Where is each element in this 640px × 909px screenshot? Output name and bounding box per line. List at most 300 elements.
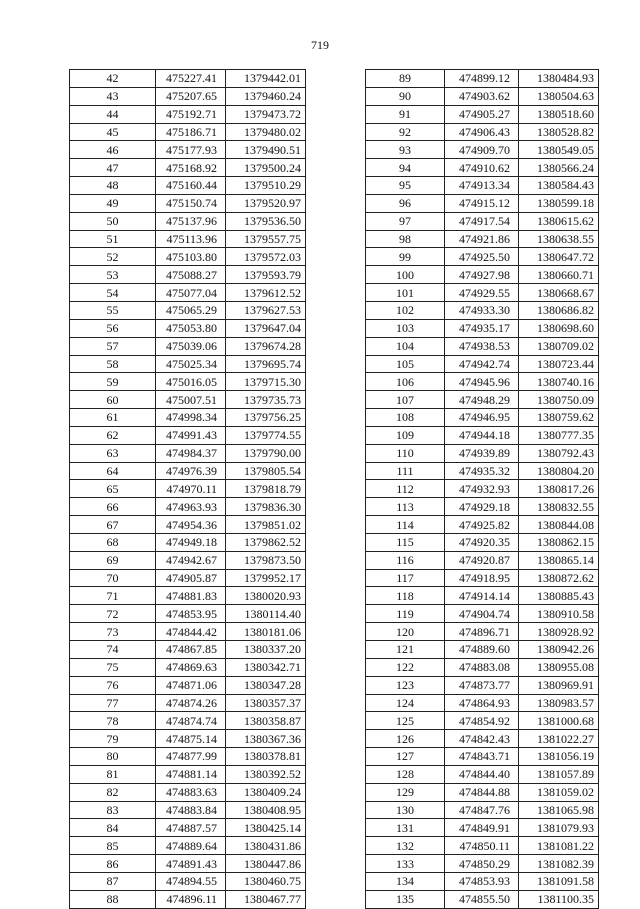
y-coordinate-cell: 1379460.24 <box>226 87 306 105</box>
y-coordinate-cell: 1379818.79 <box>226 480 306 498</box>
point-number-cell: 72 <box>70 605 156 623</box>
table-row <box>366 730 599 748</box>
y-coordinate-cell: 1379480.02 <box>226 123 306 141</box>
table-row <box>366 319 599 337</box>
x-coordinate-cell: 474929.55 <box>445 284 519 302</box>
table-row <box>70 801 306 819</box>
x-coordinate-cell: 474883.08 <box>445 658 519 676</box>
table-row <box>70 177 306 195</box>
table-row <box>366 212 599 230</box>
point-number-cell: 102 <box>366 301 445 319</box>
y-coordinate-cell: 1380408.95 <box>226 801 306 819</box>
table-row <box>366 533 599 551</box>
point-number-cell: 105 <box>366 355 445 373</box>
y-coordinate-cell: 1379862.52 <box>226 533 306 551</box>
point-number-cell: 50 <box>70 212 156 230</box>
y-coordinate-cell: 1379442.01 <box>226 70 306 88</box>
y-coordinate-cell: 1379756.25 <box>226 409 306 427</box>
table-row <box>366 748 599 766</box>
point-number-cell: 89 <box>366 70 445 88</box>
y-coordinate-cell: 1380504.63 <box>519 87 599 105</box>
x-coordinate-cell: 475025.34 <box>156 355 226 373</box>
y-coordinate-cell: 1380910.58 <box>519 605 599 623</box>
y-coordinate-cell: 1381000.68 <box>519 712 599 730</box>
y-coordinate-cell: 1380759.62 <box>519 409 599 427</box>
table-row <box>70 230 306 248</box>
table-row <box>366 355 599 373</box>
table-row <box>70 426 306 444</box>
point-number-cell: 106 <box>366 373 445 391</box>
table-row <box>366 658 599 676</box>
x-coordinate-cell: 475192.71 <box>156 105 226 123</box>
table-row <box>366 623 599 641</box>
point-number-cell: 87 <box>70 872 156 890</box>
y-coordinate-cell: 1379836.30 <box>226 498 306 516</box>
x-coordinate-cell: 474873.77 <box>445 676 519 694</box>
x-coordinate-cell: 474929.18 <box>445 498 519 516</box>
x-coordinate-cell: 474954.36 <box>156 516 226 534</box>
point-number-cell: 57 <box>70 337 156 355</box>
point-number-cell: 54 <box>70 284 156 302</box>
point-number-cell: 123 <box>366 676 445 694</box>
y-coordinate-cell: 1381065.98 <box>519 801 599 819</box>
page-number: 719 <box>311 38 329 52</box>
x-coordinate-cell: 474850.29 <box>445 855 519 873</box>
point-number-cell: 133 <box>366 855 445 873</box>
point-number-cell: 58 <box>70 355 156 373</box>
y-coordinate-cell: 1379510.29 <box>226 177 306 195</box>
x-coordinate-cell: 474942.74 <box>445 355 519 373</box>
y-coordinate-cell: 1379572.03 <box>226 248 306 266</box>
x-coordinate-cell: 475103.80 <box>156 248 226 266</box>
x-coordinate-cell: 474842.43 <box>445 730 519 748</box>
point-number-cell: 122 <box>366 658 445 676</box>
y-coordinate-cell: 1380723.44 <box>519 355 599 373</box>
x-coordinate-cell: 474927.98 <box>445 266 519 284</box>
point-number-cell: 96 <box>366 194 445 212</box>
table-row <box>70 837 306 855</box>
table-row <box>366 872 599 890</box>
point-number-cell: 99 <box>366 248 445 266</box>
x-coordinate-cell: 475065.29 <box>156 301 226 319</box>
y-coordinate-cell: 1379627.53 <box>226 301 306 319</box>
table-row <box>366 266 599 284</box>
point-number-cell: 116 <box>366 551 445 569</box>
table-row <box>70 337 306 355</box>
x-coordinate-cell: 474991.43 <box>156 426 226 444</box>
x-coordinate-cell: 474903.62 <box>445 87 519 105</box>
y-coordinate-cell: 1380740.16 <box>519 373 599 391</box>
point-number-cell: 80 <box>70 748 156 766</box>
point-number-cell: 114 <box>366 516 445 534</box>
x-coordinate-cell: 474883.84 <box>156 801 226 819</box>
y-coordinate-cell: 1380347.28 <box>226 676 306 694</box>
y-coordinate-cell: 1380599.18 <box>519 194 599 212</box>
table-row <box>70 194 306 212</box>
x-coordinate-cell: 474984.37 <box>156 444 226 462</box>
point-number-cell: 134 <box>366 872 445 890</box>
x-coordinate-cell: 474867.85 <box>156 641 226 659</box>
x-coordinate-cell: 474933.30 <box>445 301 519 319</box>
table-row <box>366 837 599 855</box>
point-number-cell: 64 <box>70 462 156 480</box>
y-coordinate-cell: 1380367.36 <box>226 730 306 748</box>
coordinates-table-right <box>365 69 599 909</box>
x-coordinate-cell: 474939.89 <box>445 444 519 462</box>
table-row <box>70 212 306 230</box>
y-coordinate-cell: 1381081.22 <box>519 837 599 855</box>
x-coordinate-cell: 474949.18 <box>156 533 226 551</box>
table-row <box>366 426 599 444</box>
table-row <box>70 284 306 302</box>
x-coordinate-cell: 474889.60 <box>445 641 519 659</box>
y-coordinate-cell: 1379593.79 <box>226 266 306 284</box>
x-coordinate-cell: 474944.18 <box>445 426 519 444</box>
x-coordinate-cell: 474915.12 <box>445 194 519 212</box>
y-coordinate-cell: 1379774.55 <box>226 426 306 444</box>
x-coordinate-cell: 474883.63 <box>156 783 226 801</box>
y-coordinate-cell: 1379520.97 <box>226 194 306 212</box>
y-coordinate-cell: 1380460.75 <box>226 872 306 890</box>
point-number-cell: 42 <box>70 70 156 88</box>
table-row <box>70 391 306 409</box>
table-row <box>366 694 599 712</box>
x-coordinate-cell: 475007.51 <box>156 391 226 409</box>
table-row <box>366 301 599 319</box>
y-coordinate-cell: 1380114.40 <box>226 605 306 623</box>
table-row <box>70 123 306 141</box>
point-number-cell: 128 <box>366 765 445 783</box>
x-coordinate-cell: 474844.88 <box>445 783 519 801</box>
point-number-cell: 86 <box>70 855 156 873</box>
table-row <box>366 409 599 427</box>
table-row <box>366 605 599 623</box>
point-number-cell: 95 <box>366 177 445 195</box>
table-row <box>366 516 599 534</box>
y-coordinate-cell: 1381082.39 <box>519 855 599 873</box>
point-number-cell: 71 <box>70 587 156 605</box>
y-coordinate-cell: 1379500.24 <box>226 159 306 177</box>
table-row <box>366 284 599 302</box>
y-coordinate-cell: 1380447.86 <box>226 855 306 873</box>
x-coordinate-cell: 474942.67 <box>156 551 226 569</box>
table-row <box>366 105 599 123</box>
point-number-cell: 117 <box>366 569 445 587</box>
x-coordinate-cell: 475227.41 <box>156 70 226 88</box>
x-coordinate-cell: 474921.86 <box>445 230 519 248</box>
point-number-cell: 43 <box>70 87 156 105</box>
y-coordinate-cell: 1380357.37 <box>226 694 306 712</box>
table-row <box>366 712 599 730</box>
y-coordinate-cell: 1380584.43 <box>519 177 599 195</box>
table-row <box>70 855 306 873</box>
x-coordinate-cell: 474847.76 <box>445 801 519 819</box>
x-coordinate-cell: 474871.06 <box>156 676 226 694</box>
point-number-cell: 68 <box>70 533 156 551</box>
point-number-cell: 67 <box>70 516 156 534</box>
y-coordinate-cell: 1380969.91 <box>519 676 599 694</box>
y-coordinate-cell: 1379536.50 <box>226 212 306 230</box>
y-coordinate-cell: 1380425.14 <box>226 819 306 837</box>
table-row <box>70 819 306 837</box>
y-coordinate-cell: 1380392.52 <box>226 765 306 783</box>
x-coordinate-cell: 474877.99 <box>156 748 226 766</box>
table-row <box>70 748 306 766</box>
point-number-cell: 83 <box>70 801 156 819</box>
y-coordinate-cell: 1379735.73 <box>226 391 306 409</box>
table-row <box>70 587 306 605</box>
x-coordinate-cell: 474976.39 <box>156 462 226 480</box>
y-coordinate-cell: 1380467.77 <box>226 890 306 908</box>
point-number-cell: 113 <box>366 498 445 516</box>
x-coordinate-cell: 474875.14 <box>156 730 226 748</box>
x-coordinate-cell: 474881.14 <box>156 765 226 783</box>
point-number-cell: 110 <box>366 444 445 462</box>
point-number-cell: 119 <box>366 605 445 623</box>
y-coordinate-cell: 1379952.17 <box>226 569 306 587</box>
x-coordinate-cell: 475177.93 <box>156 141 226 159</box>
y-coordinate-cell: 1379851.02 <box>226 516 306 534</box>
point-number-cell: 48 <box>70 177 156 195</box>
y-coordinate-cell: 1380885.43 <box>519 587 599 605</box>
x-coordinate-cell: 474935.32 <box>445 462 519 480</box>
y-coordinate-cell: 1380615.62 <box>519 212 599 230</box>
x-coordinate-cell: 474909.70 <box>445 141 519 159</box>
table-row <box>366 123 599 141</box>
point-number-cell: 88 <box>70 890 156 908</box>
point-number-cell: 98 <box>366 230 445 248</box>
table-row <box>366 676 599 694</box>
table-row <box>366 337 599 355</box>
y-coordinate-cell: 1379873.50 <box>226 551 306 569</box>
y-coordinate-cell: 1380983.57 <box>519 694 599 712</box>
point-number-cell: 62 <box>70 426 156 444</box>
y-coordinate-cell: 1380817.26 <box>519 480 599 498</box>
point-number-cell: 81 <box>70 765 156 783</box>
point-number-cell: 92 <box>366 123 445 141</box>
table-row <box>366 855 599 873</box>
point-number-cell: 94 <box>366 159 445 177</box>
x-coordinate-cell: 474925.50 <box>445 248 519 266</box>
table-row <box>366 373 599 391</box>
table-row <box>366 801 599 819</box>
table-row <box>70 533 306 551</box>
x-coordinate-cell: 474896.11 <box>156 890 226 908</box>
point-number-cell: 59 <box>70 373 156 391</box>
x-coordinate-cell: 474899.12 <box>445 70 519 88</box>
point-number-cell: 74 <box>70 641 156 659</box>
table-row <box>70 409 306 427</box>
y-coordinate-cell: 1380020.93 <box>226 587 306 605</box>
y-coordinate-cell: 1380337.20 <box>226 641 306 659</box>
y-coordinate-cell: 1380804.20 <box>519 462 599 480</box>
table-row <box>366 70 599 88</box>
x-coordinate-cell: 474914.14 <box>445 587 519 605</box>
y-coordinate-cell: 1381079.93 <box>519 819 599 837</box>
y-coordinate-cell: 1379715.30 <box>226 373 306 391</box>
table-row <box>70 730 306 748</box>
point-number-cell: 103 <box>366 319 445 337</box>
x-coordinate-cell: 474855.50 <box>445 890 519 908</box>
y-coordinate-cell: 1379473.72 <box>226 105 306 123</box>
point-number-cell: 125 <box>366 712 445 730</box>
x-coordinate-cell: 474905.27 <box>445 105 519 123</box>
table-row <box>70 676 306 694</box>
table-row <box>70 498 306 516</box>
point-number-cell: 60 <box>70 391 156 409</box>
y-coordinate-cell: 1380955.08 <box>519 658 599 676</box>
y-coordinate-cell: 1380358.87 <box>226 712 306 730</box>
y-coordinate-cell: 1381091.58 <box>519 872 599 890</box>
y-coordinate-cell: 1380942.26 <box>519 641 599 659</box>
table-row <box>70 87 306 105</box>
y-coordinate-cell: 1380566.24 <box>519 159 599 177</box>
x-coordinate-cell: 475168.92 <box>156 159 226 177</box>
y-coordinate-cell: 1380832.55 <box>519 498 599 516</box>
point-number-cell: 104 <box>366 337 445 355</box>
point-number-cell: 47 <box>70 159 156 177</box>
point-number-cell: 52 <box>70 248 156 266</box>
table-row <box>70 70 306 88</box>
x-coordinate-cell: 474970.11 <box>156 480 226 498</box>
point-number-cell: 109 <box>366 426 445 444</box>
y-coordinate-cell: 1381100.35 <box>519 890 599 908</box>
point-number-cell: 61 <box>70 409 156 427</box>
x-coordinate-cell: 475077.04 <box>156 284 226 302</box>
point-number-cell: 118 <box>366 587 445 605</box>
x-coordinate-cell: 474887.57 <box>156 819 226 837</box>
point-number-cell: 91 <box>366 105 445 123</box>
table-row <box>366 569 599 587</box>
x-coordinate-cell: 474913.34 <box>445 177 519 195</box>
x-coordinate-cell: 474935.17 <box>445 319 519 337</box>
y-coordinate-cell: 1379695.74 <box>226 355 306 373</box>
table-row <box>366 159 599 177</box>
table-row <box>70 872 306 890</box>
point-number-cell: 82 <box>70 783 156 801</box>
table-row <box>366 783 599 801</box>
table-row <box>70 658 306 676</box>
x-coordinate-cell: 474874.26 <box>156 694 226 712</box>
x-coordinate-cell: 474932.93 <box>445 480 519 498</box>
table-row <box>70 462 306 480</box>
table-row <box>366 194 599 212</box>
table-row <box>70 890 306 908</box>
y-coordinate-cell: 1380686.82 <box>519 301 599 319</box>
point-number-cell: 85 <box>70 837 156 855</box>
y-coordinate-cell: 1380181.06 <box>226 623 306 641</box>
table-row <box>70 319 306 337</box>
table-row <box>366 87 599 105</box>
x-coordinate-cell: 474910.62 <box>445 159 519 177</box>
point-number-cell: 44 <box>70 105 156 123</box>
y-coordinate-cell: 1379557.75 <box>226 230 306 248</box>
point-number-cell: 127 <box>366 748 445 766</box>
y-coordinate-cell: 1380638.55 <box>519 230 599 248</box>
table-row <box>366 248 599 266</box>
table-row <box>366 141 599 159</box>
y-coordinate-cell: 1380660.71 <box>519 266 599 284</box>
point-number-cell: 63 <box>70 444 156 462</box>
table-row <box>70 141 306 159</box>
table-row <box>70 105 306 123</box>
x-coordinate-cell: 474844.40 <box>445 765 519 783</box>
y-coordinate-cell: 1379612.52 <box>226 284 306 302</box>
point-number-cell: 130 <box>366 801 445 819</box>
coordinates-table-left <box>69 69 306 909</box>
y-coordinate-cell: 1381056.19 <box>519 748 599 766</box>
x-coordinate-cell: 474853.95 <box>156 605 226 623</box>
x-coordinate-cell: 474864.93 <box>445 694 519 712</box>
x-coordinate-cell: 475150.74 <box>156 194 226 212</box>
table-row <box>366 462 599 480</box>
table-row <box>366 641 599 659</box>
point-number-cell: 69 <box>70 551 156 569</box>
x-coordinate-cell: 474963.93 <box>156 498 226 516</box>
table-row <box>70 765 306 783</box>
point-number-cell: 46 <box>70 141 156 159</box>
x-coordinate-cell: 475113.96 <box>156 230 226 248</box>
x-coordinate-cell: 475137.96 <box>156 212 226 230</box>
point-number-cell: 129 <box>366 783 445 801</box>
y-coordinate-cell: 1380928.92 <box>519 623 599 641</box>
point-number-cell: 124 <box>366 694 445 712</box>
point-number-cell: 70 <box>70 569 156 587</box>
y-coordinate-cell: 1380409.24 <box>226 783 306 801</box>
table-row <box>366 551 599 569</box>
y-coordinate-cell: 1380844.08 <box>519 516 599 534</box>
x-coordinate-cell: 474874.74 <box>156 712 226 730</box>
y-coordinate-cell: 1380342.71 <box>226 658 306 676</box>
x-coordinate-cell: 474869.63 <box>156 658 226 676</box>
point-number-cell: 97 <box>366 212 445 230</box>
point-number-cell: 115 <box>366 533 445 551</box>
table-row <box>366 587 599 605</box>
y-coordinate-cell: 1380518.60 <box>519 105 599 123</box>
table-row <box>70 516 306 534</box>
table-row <box>70 444 306 462</box>
point-number-cell: 76 <box>70 676 156 694</box>
table-row <box>70 641 306 659</box>
x-coordinate-cell: 474946.95 <box>445 409 519 427</box>
point-number-cell: 107 <box>366 391 445 409</box>
table-row <box>70 605 306 623</box>
x-coordinate-cell: 474896.71 <box>445 623 519 641</box>
point-number-cell: 51 <box>70 230 156 248</box>
point-number-cell: 93 <box>366 141 445 159</box>
x-coordinate-cell: 474889.64 <box>156 837 226 855</box>
y-coordinate-cell: 1380792.43 <box>519 444 599 462</box>
y-coordinate-cell: 1381022.27 <box>519 730 599 748</box>
table-row <box>366 230 599 248</box>
point-number-cell: 73 <box>70 623 156 641</box>
table-row <box>366 480 599 498</box>
table-row <box>70 480 306 498</box>
y-coordinate-cell: 1379490.51 <box>226 141 306 159</box>
x-coordinate-cell: 474948.29 <box>445 391 519 409</box>
point-number-cell: 121 <box>366 641 445 659</box>
x-coordinate-cell: 474906.43 <box>445 123 519 141</box>
point-number-cell: 53 <box>70 266 156 284</box>
point-number-cell: 66 <box>70 498 156 516</box>
y-coordinate-cell: 1380647.72 <box>519 248 599 266</box>
y-coordinate-cell: 1380862.15 <box>519 533 599 551</box>
point-number-cell: 126 <box>366 730 445 748</box>
point-number-cell: 56 <box>70 319 156 337</box>
x-coordinate-cell: 474920.35 <box>445 533 519 551</box>
y-coordinate-cell: 1379674.28 <box>226 337 306 355</box>
y-coordinate-cell: 1379805.54 <box>226 462 306 480</box>
